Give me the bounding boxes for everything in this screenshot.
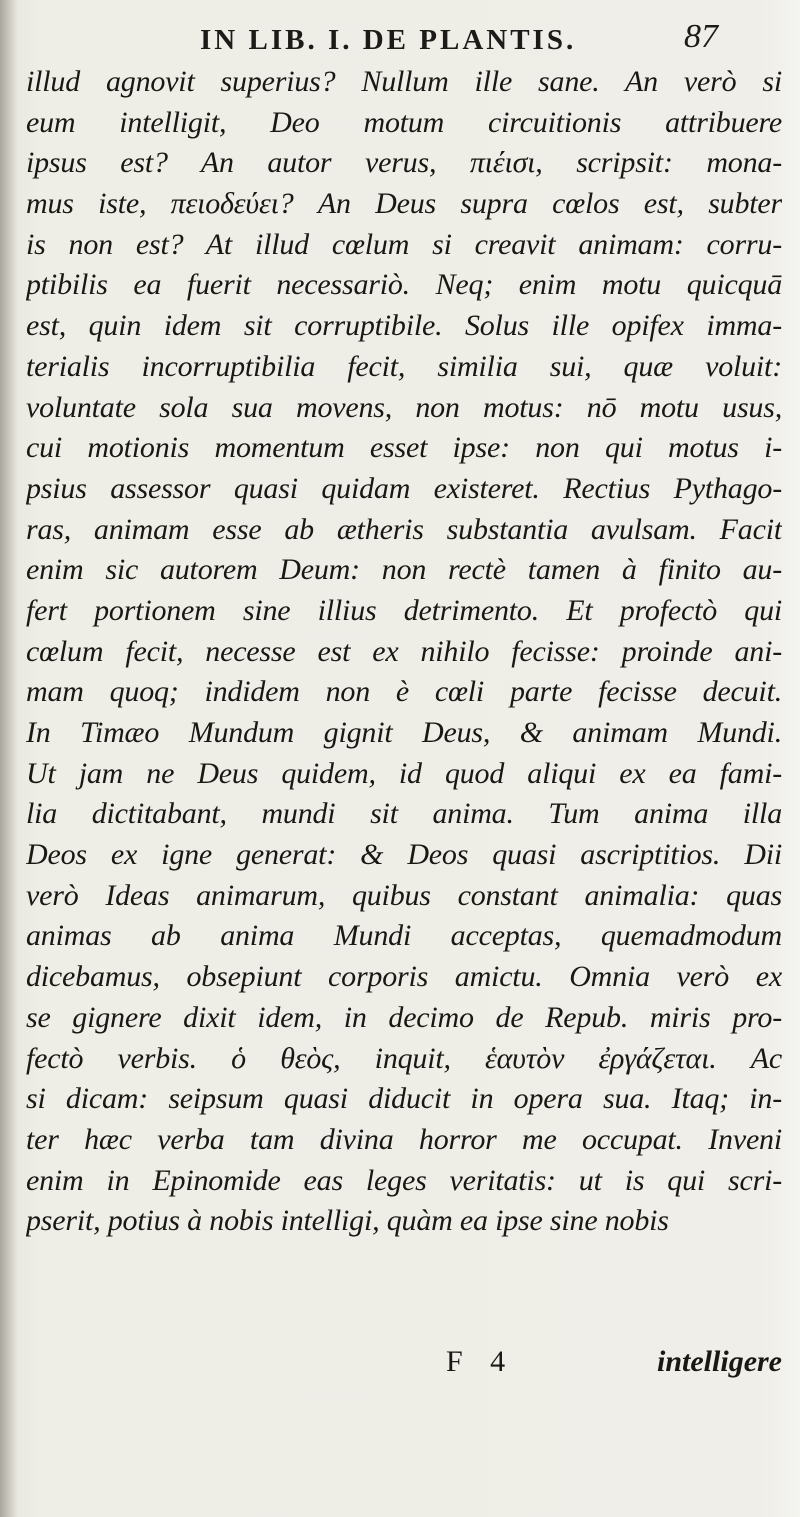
text-line: verò Ideas animarum, quibus constant animalia: quas — [26, 878, 782, 912]
body-text — [26, 62, 782, 1242]
text-line: ptibilis ea fuerit necessariò. Neq; enim motu quicquā — [26, 268, 782, 302]
text-line: ipsus est? An autor verus, πιέισι, scripsit: mona- — [26, 146, 782, 180]
binding-gutter-shadow — [0, 0, 18, 1517]
text-line: animas ab anima Mundi acceptas, quemadmodum — [26, 919, 782, 953]
text-line: se gignere dixit idem, in decimo de Repub. miris pro- — [26, 1000, 782, 1034]
page-header — [0, 18, 800, 66]
text-line: si dicam: seipsum quasi diducit in opera sua. Itaq; in- — [26, 1082, 782, 1116]
text-line: eum intelligit, Deo motum circuitionis attribuere — [26, 105, 782, 139]
text-line: enim sic autorem Deum: non rectè tamen à finito au- — [26, 553, 782, 587]
text-line: cui motionis momentum esset ipse: non qui motus i- — [26, 431, 782, 465]
text-line: ras, animam esse ab ætheris substantia avulsam. Facit — [26, 512, 782, 546]
text-line: est, quin idem sit corruptibile. Solus ille opifex imma- — [26, 309, 782, 343]
running-head: IN LIB. I. DE PLANTIS. — [200, 24, 577, 56]
text-line: psius assessor quasi quidam existeret. Rectius Pythago- — [26, 471, 782, 505]
text-line: illud agnovit superius? Nullum ille sane. An verò si — [26, 65, 782, 98]
text-line: dicebamus, obsepiunt corporis amictu. Omnia verò ex — [26, 960, 782, 994]
signature-mark: F 4 — [446, 1345, 516, 1378]
text-line: cœlum fecit, necesse est ex nihilo fecisse: proinde ani- — [26, 634, 782, 668]
text-line: mam quoq; indidem non è cœli parte fecisse decuit. — [26, 675, 782, 709]
page-footer — [26, 1342, 782, 1382]
text-line: lia dictitabant, mundi sit anima. Tum anima illa — [26, 797, 782, 831]
text-line: Deos ex igne generat: & Deos quasi ascriptitios. Dii — [26, 838, 782, 872]
text-line: pserit, potius à nobis intelligi, quàm ea ipse sine nobis — [26, 1204, 669, 1238]
text-line: enim in Epinomide eas leges veritatis: ut is qui scri- — [26, 1163, 782, 1197]
page-number: 87 — [684, 18, 718, 55]
text-line: is non est? At illud cœlum si creavit animam: corru- — [26, 227, 782, 261]
text-line: mus iste, πειοδεύει? An Deus supra cœlos est, subter — [26, 187, 782, 221]
catchword: intelligere — [657, 1345, 782, 1378]
text-line: ter hæc verba tam divina horror me occupat. Inveni — [26, 1122, 782, 1156]
text-line: In Timæo Mundum gignit Deus, & animam Mundi. — [26, 716, 782, 749]
text-line: fert portionem sine illius detrimento. Et profectò qui — [26, 593, 782, 627]
text-line: voluntate sola sua movens, non motus: nō motu usus, — [26, 390, 782, 424]
text-line: fectò verbis. ὁ θεὸς, inquit, ἑαυτὸν ἐργάζεται. Ac — [26, 1041, 782, 1075]
text-line: terialis incorruptibilia fecit, similia sui, quæ voluit: — [26, 349, 782, 383]
text-line: Ut jam ne Deus quidem, id quod aliqui ex ea fami- — [26, 756, 782, 790]
